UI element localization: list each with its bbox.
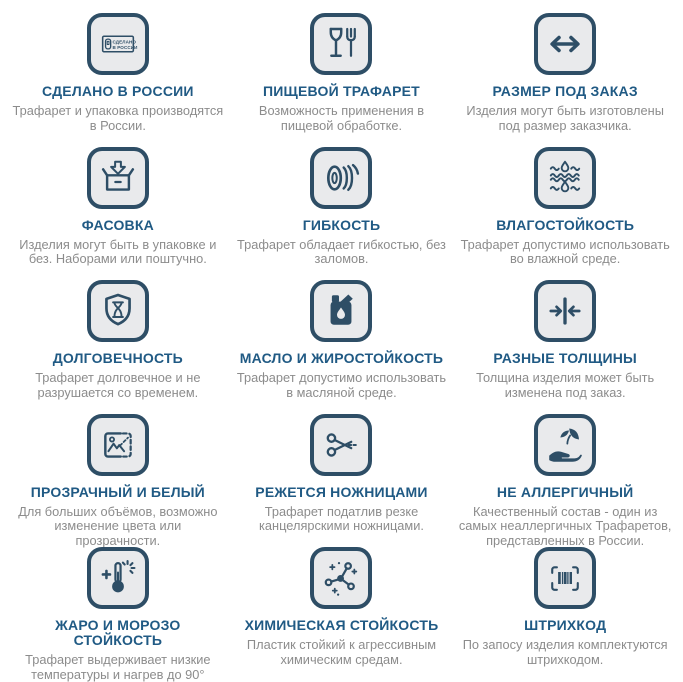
- feature-description: Трафарет обладает гибкостью, без заломов.: [237, 236, 446, 266]
- feature-card-custom-size: [453, 13, 677, 147]
- flexibility-icon: [321, 158, 361, 198]
- feature-description: Толщина изделия может быть изменена под заказ.: [476, 370, 655, 400]
- food-safe-icon: [321, 24, 361, 64]
- feature-title: РЕЖЕТСЯ НОЖНИЦАМИ: [255, 483, 428, 500]
- feature-title: ЖАРО И МОРОЗО СТОЙКОСТЬ: [55, 617, 181, 648]
- feature-description: Трафарет допустимо использовать во влажной среде.: [460, 236, 670, 266]
- feature-description: Трафарет выдерживает низкие температуры и нагрев до 90°: [25, 652, 211, 682]
- feature-card-non-allergic: [453, 414, 677, 548]
- barcode-icon: [545, 558, 585, 598]
- feature-card-flexibility: [230, 147, 454, 281]
- feature-title: НЕ АЛЛЕРГИЧНЫЙ: [496, 483, 634, 500]
- feature-tile: [87, 13, 149, 75]
- feature-title: ШТРИХКОД: [524, 617, 607, 633]
- feature-tile: [534, 280, 596, 342]
- feature-description: Трафарет и упаковка производятся в России.: [12, 103, 224, 133]
- svg-text:В РОССИИ: В РОССИИ: [112, 45, 138, 50]
- oil-grease-resistance-icon: [321, 291, 361, 331]
- feature-title: ДОЛГОВЕЧНОСТЬ: [52, 350, 183, 366]
- chemical-resistance-icon: [321, 558, 361, 598]
- feature-title: СДЕЛАНО В РОССИИ: [42, 83, 194, 99]
- feature-card-barcode: [453, 547, 677, 681]
- feature-description: Возможность применения в пищевой обработке.: [258, 103, 425, 133]
- feature-tile: [310, 147, 372, 209]
- feature-description: Изделия могут быть изготовлены под размер заказчика.: [466, 103, 664, 133]
- feature-title: ФАСОВКА: [81, 216, 154, 233]
- packing-icon: [98, 158, 138, 198]
- feature-card-scissors: [230, 414, 454, 548]
- feature-tile: [310, 13, 372, 75]
- feature-description: Пластик стойкий к агрессивным химическим средам.: [246, 637, 437, 667]
- feature-description: Качественный состав - один из самых неаллергичных Трафаретов, представленных в России.: [458, 503, 672, 548]
- feature-card-transparency: [6, 414, 230, 548]
- feature-card-food-safe: [230, 13, 454, 147]
- heat-frost-resistance-icon: [98, 558, 138, 598]
- feature-tile: [87, 280, 149, 342]
- feature-card-oil-grease: [230, 280, 454, 414]
- moisture-resistance-icon: [545, 158, 585, 198]
- feature-tile: [534, 414, 596, 476]
- feature-tile: [534, 147, 596, 209]
- feature-tile: [534, 547, 596, 609]
- feature-description: Трафарет допустимо использовать в масляной среде.: [236, 370, 447, 400]
- feature-description: Трафарет долговечное и не разрушается со временем.: [35, 370, 201, 400]
- durability-icon: [98, 291, 138, 331]
- feature-title: ХИМИЧЕСКАЯ СТОЙКОСТЬ: [244, 617, 439, 633]
- feature-card-made-in-russia: [6, 13, 230, 147]
- feature-title: ВЛАГОСТОЙКОСТЬ: [496, 216, 635, 233]
- feature-title: ПИЩЕВОЙ ТРАФАРЕТ: [263, 83, 420, 99]
- feature-tile: [534, 13, 596, 75]
- feature-tile: [310, 547, 372, 609]
- feature-card-heat-frost: [6, 547, 230, 681]
- feature-tile: [87, 414, 149, 476]
- scissors-icon: [321, 425, 361, 465]
- feature-description: Трафарет податлив резке канцелярскими ножницами.: [259, 503, 424, 533]
- feature-tile: [310, 414, 372, 476]
- custom-size-icon: [545, 24, 585, 64]
- feature-title: РАЗМЕР ПОД ЗАКАЗ: [492, 83, 638, 99]
- svg-text:СДЕЛАНО: СДЕЛАНО: [112, 39, 136, 45]
- feature-tile: [87, 147, 149, 209]
- thickness-icon: [545, 291, 585, 331]
- feature-description: Для больших объёмов, возможно изменение цвета или прозрачности.: [18, 503, 218, 548]
- feature-card-chemical: [230, 547, 454, 681]
- feature-card-durability: [6, 280, 230, 414]
- feature-description: Изделия могут быть в упаковке и без. Наборами или поштучно.: [19, 236, 217, 266]
- feature-title: РАЗНЫЕ ТОЛЩИНЫ: [493, 350, 637, 366]
- feature-title: ГИБКОСТЬ: [302, 216, 381, 233]
- feature-title: ПРОЗРАЧНЫЙ И БЕЛЫЙ: [30, 483, 205, 500]
- feature-card-moisture: [453, 147, 677, 281]
- transparency-icon: [98, 425, 138, 465]
- feature-tile: [87, 547, 149, 609]
- made-in-russia-icon: [98, 24, 138, 64]
- feature-card-packing: [6, 147, 230, 281]
- feature-description: По запосу изделия комплектуются штрихкодом.: [462, 637, 668, 667]
- non-allergic-icon: [545, 425, 585, 465]
- feature-tile: [310, 280, 372, 342]
- feature-card-thickness: [453, 280, 677, 414]
- feature-title: МАСЛО И ЖИРОСТОЙКОСТЬ: [239, 350, 444, 366]
